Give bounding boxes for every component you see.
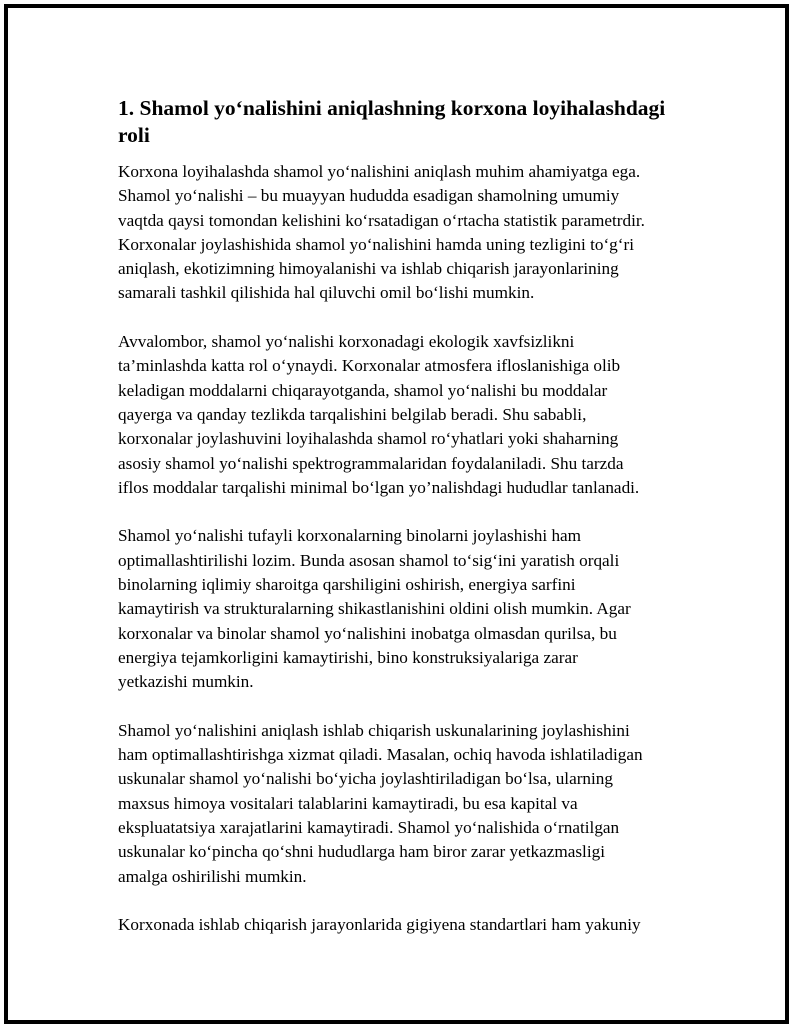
paragraph-5: Korxonada ishlab chiqarish jarayonlarida gigiyena standartlari ham yakuniy xyxy=(118,915,641,935)
document-body xyxy=(118,95,698,962)
section-heading: 1. Shamol yo‘nalishini aniqlashning korxona loyihalashdagi roli xyxy=(118,96,666,147)
paragraph-4: Shamol yo‘nalishini aniqlash ishlab chiqarish uskunalarining joylashishini ham optimallashtirishga xizmat qiladi. Masalan, ochiq havoda ishlatiladigan uskunalar shamol yo‘nalishi bo‘yicha joylashtiriladigan bo‘lsa, ularning maxsus himoya vositalari talablarini kamaytiradi, bu esa kapital va ekspluatatsiya xarajatlarini kamaytiradi. Shamol yo‘nalishida o‘rnatilgan uskunalar ko‘pincha qo‘shni hududlarga ham biror zarar yetkazmasligi amalga oshirilishi mumkin. xyxy=(118,720,643,886)
paragraph-3: Shamol yo‘nalishi tufayli korxonalarning binolarni joylashishi ham optimallashtirilishi lozim. Bunda asosan shamol to‘sig‘ini yaratish orqali binolarning iqlimiy sharoitga qarshiligini oshirish, energiya sarfini kamaytirish va strukturalarning shikastlanishini oldini olish mumkin. Agar korxonalar va binolar shamol yo‘nalishini inobatga olmasdan qurilsa, bu energiya tejamkorligini kamaytirishi, bino konstruksiyalariga zarar yetkazishi mumkin. xyxy=(118,526,631,692)
paragraph-2: Avvalombor, shamol yo‘nalishi korxonadagi ekologik xavfsizlikni ta’minlashda katta rol o‘ynaydi. Korxonalar atmosfera ifloslanishiga olib keladigan moddalarni chiqarayotganda, shamol yo‘nalishi bu moddalar qayerga va qanday tezlikda tarqalishini belgilab beradi. Shu sababli, korxonalar joylashuvini loyihalashda shamol ro‘yhatlari yoki shaharning asosiy shamol yo‘nalishi spektrogrammalaridan foydalaniladi. Shu tarzda iflos moddalar tarqalishi minimal bo‘lgan yo’nalishdagi hududlar tanlanadi. xyxy=(118,332,640,497)
paragraph-1: Korxona loyihalashda shamol yo‘nalishini aniqlash muhim ahamiyatga ega. Shamol yo‘nalishi – bu muayyan hududda esadigan shamolning umumiy vaqtda qaysi tomondan kelishini ko‘rsatadigan o‘rtacha statistik parametrdir. Korxonalar joylashishida shamol yo‘nalishini hamda uning tezligini to‘g‘ri aniqlash, ekotizimning himoyalanishi va ishlab chiqarish jarayonlarining samarali tashkil qilishida hal qiluvchi omil bo‘lishi mumkin. xyxy=(118,162,645,303)
